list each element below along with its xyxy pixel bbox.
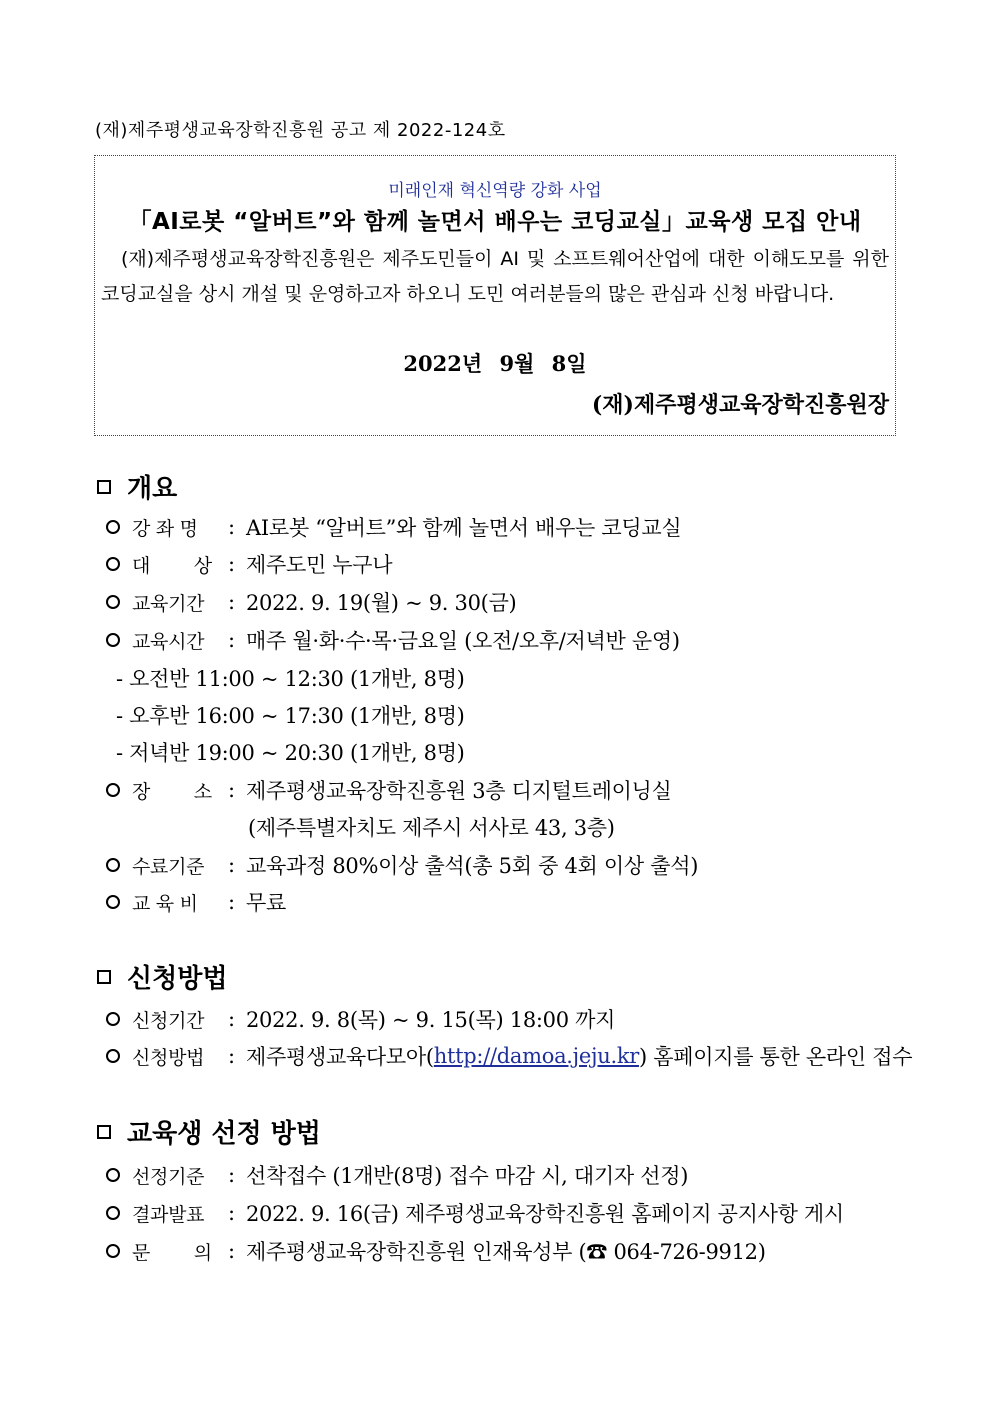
announcement-title: 「AI로봇 “알버트”와 함께 놀면서 배우는 코딩교실」교육생 모집 안내 [128,209,862,235]
item-label: 문 의 [132,1241,212,1264]
circle-bullet-icon [106,520,120,534]
circle-bullet-icon [106,1168,120,1182]
item-label: 수료기준 [132,855,205,878]
notice-number: (재)제주평생교육장학진흥원 공고 제 2022-124호 [95,120,506,141]
item-value: 제주평생교육장학진흥원 3층 디지털트레이닝실 [246,779,672,803]
item-label: 결과발표 [132,1203,205,1226]
overview-item-fee: 교 육 비 : 무료 [104,887,286,917]
item-label: 장 소 [132,780,212,803]
overview-item-completion: 수료기준 : 교육과정 80%이상 출석(총 5회 중 4회 이상 출석) [104,850,698,880]
overview-item-time: 교육시간 : 매주 월·화·수·목·금요일 (오전/오후/저녁반 운영) [104,625,680,655]
selection-announcement: 결과발표 : 2022. 9. 16(금) 제주평생교육장학진흥원 홈페이지 공지사항 게시 [104,1198,844,1228]
section-heading: 신청방법 [127,964,228,994]
section-overview [97,468,177,505]
place-address: (제주특별자치도 제주시 서사로 43, 3층) [248,816,615,840]
circle-bullet-icon [106,1012,120,1026]
item-value: 2022. 9. 16(금) 제주평생교육장학진흥원 홈페이지 공지사항 게시 [246,1202,844,1226]
item-label: 신청기간 [132,1009,205,1032]
circle-bullet-icon [106,858,120,872]
section-selection [97,1113,321,1150]
session-morning: - 오전반 11:00 ~ 12:30 (1개반, 8명) [116,667,465,691]
application-method: 신청방법 : 제주평생교육다모아( http://damoa.jeju.kr ) 홈페이지를 통한 온라인 접수 [104,1041,912,1071]
announcement-subtitle: 미래인재 혁신역량 강화 사업 [388,181,602,201]
announcement-date: 2022년 9월 8일 [403,351,587,376]
selection-contact: 문 의 : 제주평생교육장학진흥원 인재육성부 (☎ 064-726-9912) [104,1236,766,1266]
item-label: 선정기준 [132,1165,205,1188]
item-label: 신청방법 [132,1046,205,1069]
item-value: 2022. 9. 8(목) ~ 9. 15(목) 18:00 까지 [246,1008,616,1032]
circle-bullet-icon [106,633,120,647]
announcement-body-wrap [101,242,889,312]
circle-bullet-icon [106,1244,120,1258]
overview-item-period: 교육기간 : 2022. 9. 19(월) ~ 9. 30(금) [104,587,516,617]
item-label: 강 좌 명 [132,517,198,540]
item-label: 교육시간 [132,630,205,653]
method-suffix: ) 홈페이지를 통한 온라인 접수 [638,1045,913,1069]
item-value: 제주도민 누구나 [246,553,393,577]
item-value: 2022. 9. 19(월) ~ 9. 30(금) [246,591,517,615]
circle-bullet-icon [106,557,120,571]
section-application [97,958,227,995]
announcement-signer: (재)제주평생교육장학진흥원장 [591,392,889,418]
overview-item-course: 강 좌 명 : AI로봇 “알버트”와 함께 놀면서 배우는 코딩교실 [104,512,681,542]
session-evening: - 저녁반 19:00 ~ 20:30 (1개반, 8명) [116,741,465,765]
overview-item-target: 대 상 : 제주도민 누구나 [104,549,392,579]
section-checkbox-icon [97,1125,111,1139]
item-value: 제주평생교육장학진흥원 인재육성부 (☎ 064-726-9912) [246,1240,766,1264]
circle-bullet-icon [106,895,120,909]
damoa-link[interactable]: http://damoa.jeju.kr [433,1044,639,1068]
circle-bullet-icon [106,595,120,609]
circle-bullet-icon [106,783,120,797]
item-value: 무료 [246,891,286,915]
method-prefix: 제주평생교육다모아( [246,1045,434,1069]
item-value: 교육과정 80%이상 출석(총 5회 중 4회 이상 출석) [246,854,699,878]
item-value: 선착접수 (1개반(8명) 접수 마감 시, 대기자 선정) [246,1164,689,1188]
section-checkbox-icon [97,480,111,494]
item-label: 교 육 비 [132,892,198,915]
item-label: 교육기간 [132,592,205,615]
circle-bullet-icon [106,1206,120,1220]
item-value: 매주 월·화·수·목·금요일 (오전/오후/저녁반 운영) [246,629,680,653]
section-heading: 개요 [127,474,178,504]
item-label: 대 상 [132,554,212,577]
section-heading: 교육생 선정 방법 [127,1119,321,1149]
item-value: AI로봇 “알버트”와 함께 놀면서 배우는 코딩교실 [246,516,682,540]
session-afternoon: - 오후반 16:00 ~ 17:30 (1개반, 8명) [116,704,465,728]
application-period: 신청기간 : 2022. 9. 8(목) ~ 9. 15(목) 18:00 까지 [104,1004,615,1034]
selection-criteria: 선정기준 : 선착접수 (1개반(8명) 접수 마감 시, 대기자 선정) [104,1160,688,1190]
announcement-body: (재)제주평생교육장학진흥원은 제주도민들이 AI 및 소프트웨어산업에 대한 이해도모를 위한 코딩교실을 상시 개설 및 운영하고자 하오니 도민 여러분들의 많은 관심과 신청 바랍니다. [101,248,889,305]
circle-bullet-icon [106,1049,120,1063]
overview-item-place: 장 소 : 제주평생교육장학진흥원 3층 디지털트레이닝실 [104,775,672,805]
section-checkbox-icon [97,970,111,984]
announcement-box [94,155,896,436]
